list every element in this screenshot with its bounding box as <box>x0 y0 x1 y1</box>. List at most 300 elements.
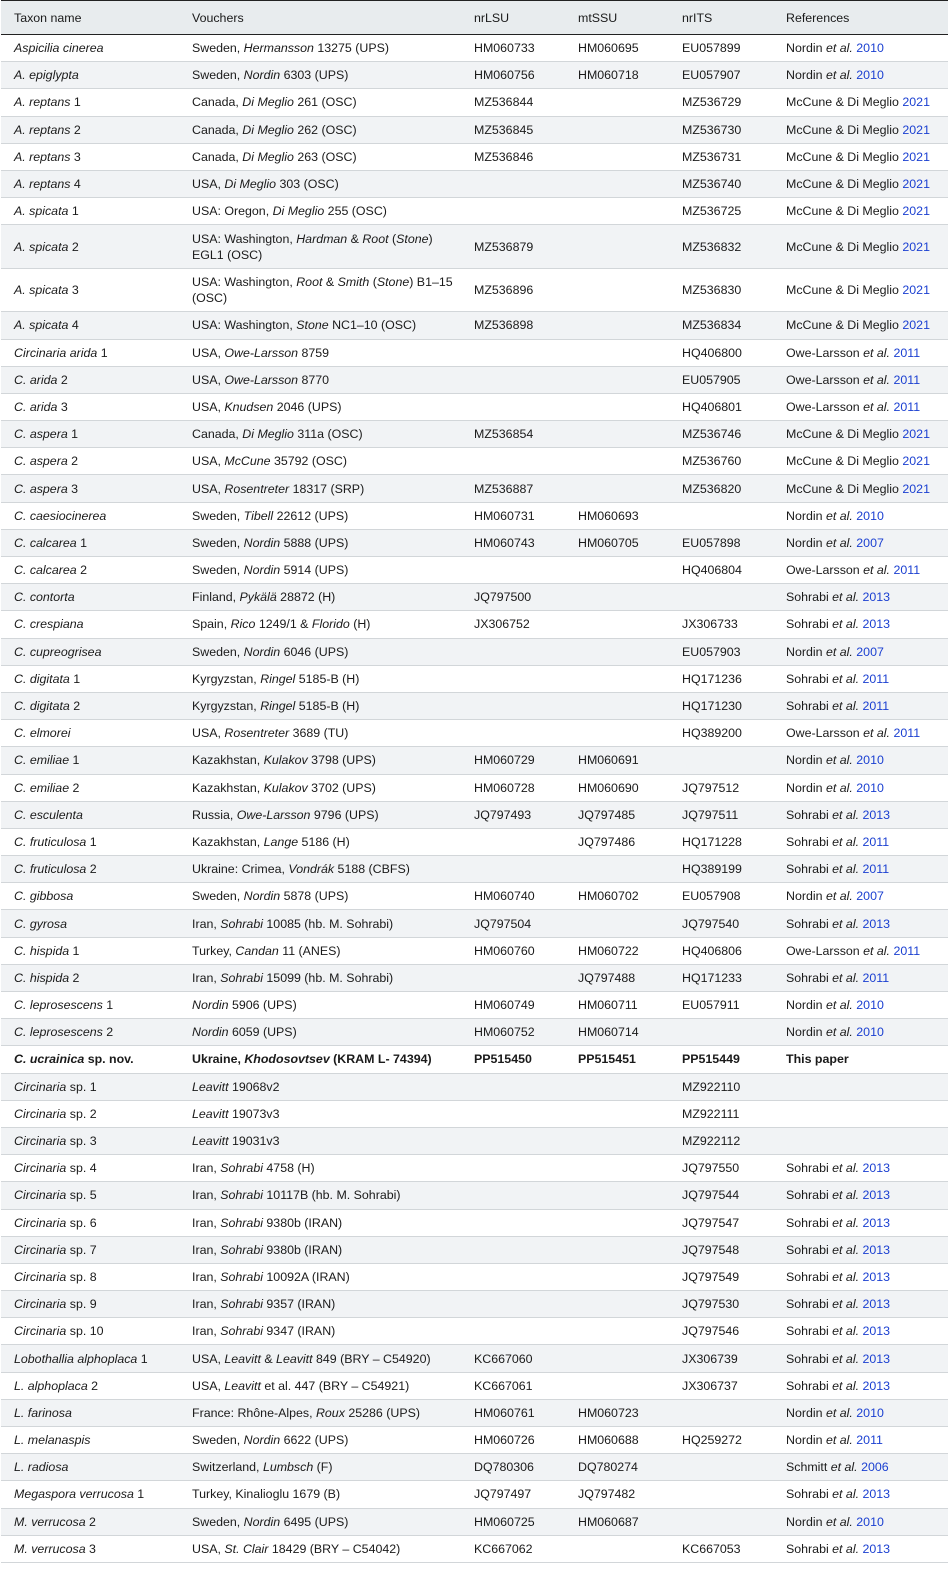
mtssu-cell <box>565 557 669 584</box>
nrits-cell <box>669 1508 773 1535</box>
reference-etal: et al. <box>859 726 890 741</box>
voucher-part: ( <box>369 275 377 290</box>
reference-author: Nordin <box>786 1025 823 1040</box>
nrits-cell: HQ171233 <box>669 964 773 991</box>
nrits-cell: HQ406804 <box>669 557 773 584</box>
nrits-cell: JX306733 <box>669 611 773 638</box>
taxon-name: A. reptans <box>14 177 71 192</box>
voucher-part: 18317 (SRP) <box>289 481 365 496</box>
voucher-part: Sohrabi <box>220 1215 263 1230</box>
voucher-part: ( <box>388 231 397 246</box>
taxon-name: C. fruticulosa <box>14 834 87 849</box>
reference-year-link: 2013 <box>862 807 891 822</box>
reference-author: Nordin <box>786 1514 823 1529</box>
taxon-name: Circinaria <box>14 1242 67 1257</box>
table-row <box>1 1481 948 1508</box>
mtssu-cell <box>565 1318 669 1345</box>
reference-author: Sohrabi <box>786 1297 829 1312</box>
taxon-name: L. farinosa <box>14 1405 72 1420</box>
reference-year-link: 2011 <box>862 834 890 849</box>
voucher-part: Khodosovtsev <box>244 1052 330 1067</box>
mtssu-cell <box>565 720 669 747</box>
taxon-name: C. ucrainica <box>14 1052 85 1067</box>
voucher-part: 5878 (UPS) <box>280 889 349 904</box>
reference-etal: et al. <box>828 1161 860 1176</box>
reference-author: McCune & Di Meglio <box>786 204 899 219</box>
taxon-cell <box>1 225 179 269</box>
voucher-cell <box>179 529 461 556</box>
reference-year-link: 2010 <box>856 780 884 795</box>
table-row <box>1 1263 948 1290</box>
nrlsu-cell <box>461 692 565 719</box>
voucher-cell <box>179 747 461 774</box>
reference-cell <box>773 801 948 828</box>
reference-cell <box>773 1535 948 1562</box>
taxon-cell <box>1 393 179 420</box>
nrlsu-cell <box>461 366 565 393</box>
nrlsu-cell: MZ536846 <box>461 143 565 170</box>
nrlsu-cell: HM060731 <box>461 502 565 529</box>
reference-year-link: 2013 <box>862 1324 891 1339</box>
nrits-cell: MZ536832 <box>669 225 773 269</box>
table-row <box>1 910 948 937</box>
voucher-part: Knudsen <box>224 399 274 414</box>
taxon-cell <box>1 1291 179 1318</box>
voucher-part: 4758 (H) <box>262 1161 315 1176</box>
nrlsu-cell: HM060725 <box>461 1508 565 1535</box>
taxon-suffix: 1 <box>70 95 81 110</box>
reference-year-link: 2010 <box>856 1405 884 1420</box>
voucher-cell <box>179 198 461 225</box>
taxon-suffix: 2 <box>85 1514 96 1529</box>
reference-author: Nordin <box>786 889 823 904</box>
voucher-part: 22612 (UPS) <box>273 508 349 523</box>
voucher-part: Nordin <box>243 1433 281 1448</box>
mtssu-cell <box>565 1073 669 1100</box>
reference-author: Sohrabi <box>786 671 829 686</box>
voucher-cell <box>179 1427 461 1454</box>
nrits-cell: EU057907 <box>669 62 773 89</box>
table-row <box>1 198 948 225</box>
reference-author: Sohrabi <box>786 699 829 714</box>
mtssu-cell <box>565 584 669 611</box>
voucher-part: Di Meglio <box>242 149 294 164</box>
taxon-suffix: 1 <box>67 427 79 442</box>
taxon-name: C. arida <box>14 399 58 414</box>
reference-year-link: 2011 <box>862 970 890 985</box>
voucher-part: 3689 (TU) <box>289 726 349 741</box>
taxon-name: Aspicilia cinerea <box>14 41 104 56</box>
taxon-cell <box>1 828 179 855</box>
taxon-cell <box>1 1399 179 1426</box>
voucher-part: 35792 (OSC) <box>270 454 347 469</box>
reference-cell <box>773 692 948 719</box>
voucher-part: 262 (OSC) <box>293 122 357 137</box>
nrlsu-cell <box>461 665 565 692</box>
nrits-cell: MZ922112 <box>669 1127 773 1154</box>
reference-author: Sohrabi <box>786 1378 829 1393</box>
taxon-name: C. gibbosa <box>14 889 74 904</box>
mtssu-cell <box>565 1291 669 1318</box>
reference-cell <box>773 1481 948 1508</box>
reference-cell <box>773 62 948 89</box>
nrits-cell: HQ389199 <box>669 856 773 883</box>
table-row <box>1 1046 948 1073</box>
reference-etal: et al. <box>828 970 860 985</box>
reference-cell <box>773 720 948 747</box>
voucher-cell <box>179 1182 461 1209</box>
nrits-cell: JQ797550 <box>669 1155 773 1182</box>
reference-etal: et al. <box>822 508 853 523</box>
mtssu-cell: HM060723 <box>565 1399 669 1426</box>
table-row <box>1 801 948 828</box>
taxon-cell <box>1 1100 179 1127</box>
reference-cell <box>773 1046 948 1073</box>
voucher-part: Canada, <box>192 427 243 442</box>
table-row <box>1 62 948 89</box>
nrits-cell <box>669 1399 773 1426</box>
taxon-cell <box>1 62 179 89</box>
nrlsu-cell <box>461 1182 565 1209</box>
table-row <box>1 1372 948 1399</box>
taxon-name: C. leprosescens <box>14 998 103 1013</box>
voucher-part: St. Clair <box>224 1541 269 1556</box>
voucher-part: Leavitt <box>192 1079 229 1094</box>
nrlsu-cell: HM060761 <box>461 1399 565 1426</box>
taxon-cell <box>1 774 179 801</box>
mtssu-cell <box>565 393 669 420</box>
mtssu-cell: HM060693 <box>565 502 669 529</box>
reference-author: McCune & Di Meglio <box>786 149 899 164</box>
voucher-part: Canada, <box>192 122 243 137</box>
taxon-name: C. hispida <box>14 943 70 958</box>
table-row <box>1 143 948 170</box>
taxon-cell <box>1 198 179 225</box>
table-row <box>1 1508 948 1535</box>
taxon-name: C. fruticulosa <box>14 862 87 877</box>
reference-author: Sohrabi <box>786 1188 829 1203</box>
taxon-name: M. verrucosa <box>14 1514 86 1529</box>
voucher-cell <box>179 1345 461 1372</box>
taxon-suffix: sp. 7 <box>66 1242 97 1257</box>
table-row <box>1 1100 948 1127</box>
table-row <box>1 1535 948 1562</box>
taxon-name: C. esculenta <box>14 807 83 822</box>
voucher-part: 5185-B (H) <box>295 699 360 714</box>
voucher-part: USA: Washington, <box>192 318 297 333</box>
voucher-part: 9380b (IRAN) <box>262 1215 343 1230</box>
table-row <box>1 268 948 312</box>
voucher-part: 6046 (UPS) <box>280 644 349 659</box>
mtssu-cell: HM060722 <box>565 937 669 964</box>
reference-etal: et al. <box>828 617 860 632</box>
voucher-part: 1249/1 & <box>255 617 312 632</box>
reference-author: Owe-Larsson <box>786 563 860 578</box>
voucher-part: 263 (OSC) <box>293 149 357 164</box>
nrits-cell: EU057903 <box>669 638 773 665</box>
voucher-part: Iran, <box>192 1242 221 1257</box>
voucher-part: Florido <box>311 617 350 632</box>
reference-author: Sohrabi <box>786 1324 829 1339</box>
table-row <box>1 170 948 197</box>
voucher-part: Iran, <box>192 970 221 985</box>
voucher-part: 19073v3 <box>228 1106 280 1121</box>
header-nrlsu: nrLSU <box>461 1 565 35</box>
voucher-cell <box>179 1508 461 1535</box>
mtssu-cell <box>565 1236 669 1263</box>
voucher-part: 5906 (UPS) <box>228 998 297 1013</box>
nrlsu-cell: HM060740 <box>461 883 565 910</box>
table-row <box>1 89 948 116</box>
reference-cell <box>773 393 948 420</box>
voucher-part: Leavitt <box>224 1378 261 1393</box>
taxon-cell <box>1 1046 179 1073</box>
reference-year-link: 2013 <box>862 1297 891 1312</box>
nrlsu-cell <box>461 720 565 747</box>
voucher-part: Canada, <box>192 149 243 164</box>
reference-cell <box>773 1454 948 1481</box>
taxon-cell <box>1 1372 179 1399</box>
taxon-cell <box>1 1427 179 1454</box>
voucher-part: Di Meglio <box>224 177 277 192</box>
taxon-name: A. spicata <box>14 239 69 254</box>
nrits-cell: JQ797546 <box>669 1318 773 1345</box>
reference-etal: et al. <box>859 943 890 958</box>
taxon-cell <box>1 421 179 448</box>
taxon-cell <box>1 692 179 719</box>
voucher-part: Pykälä <box>239 590 277 605</box>
reference-cell <box>773 89 948 116</box>
nrlsu-cell: MZ536845 <box>461 116 565 143</box>
nrlsu-cell: MZ536887 <box>461 475 565 502</box>
nrlsu-cell: HM060743 <box>461 529 565 556</box>
taxon-name: Circinaria <box>14 1106 67 1121</box>
mtssu-cell <box>565 339 669 366</box>
nrlsu-cell: HM060760 <box>461 937 565 964</box>
nrlsu-cell: HM060733 <box>461 35 565 62</box>
reference-year-link: 2010 <box>856 41 884 56</box>
reference-author: McCune & Di Meglio <box>786 481 899 496</box>
reference-cell <box>773 529 948 556</box>
table-row <box>1 1291 948 1318</box>
taxon-name: A. reptans <box>14 122 71 137</box>
voucher-cell <box>179 1399 461 1426</box>
nrlsu-cell <box>461 828 565 855</box>
voucher-cell <box>179 1209 461 1236</box>
reference-author: Sohrabi <box>786 1161 829 1176</box>
mtssu-cell <box>565 1372 669 1399</box>
taxon-name: C. aspera <box>14 481 68 496</box>
voucher-part: 15099 (hb. M. Sohrabi) <box>262 970 394 985</box>
taxon-suffix: 2 <box>69 780 80 795</box>
taxon-cell <box>1 35 179 62</box>
voucher-cell <box>179 1073 461 1100</box>
nrlsu-cell: JQ797497 <box>461 1481 565 1508</box>
taxon-cell <box>1 910 179 937</box>
table-row <box>1 393 948 420</box>
voucher-part: Kyrgyzstan, <box>192 671 261 686</box>
table-row <box>1 421 948 448</box>
mtssu-cell: HM060695 <box>565 35 669 62</box>
voucher-part: 6495 (UPS) <box>280 1514 349 1529</box>
table-row <box>1 611 948 638</box>
nrlsu-cell: MZ536854 <box>461 421 565 448</box>
voucher-cell <box>179 910 461 937</box>
reference-author: Owe-Larsson <box>786 726 860 741</box>
nrlsu-cell: HM060728 <box>461 774 565 801</box>
reference-etal: et al. <box>828 699 860 714</box>
voucher-part: Turkey, <box>192 943 236 958</box>
reference-year-link: 2013 <box>862 1378 891 1393</box>
nrlsu-cell <box>461 198 565 225</box>
voucher-part: USA, <box>192 1351 225 1366</box>
voucher-part: Sweden, <box>192 1514 244 1529</box>
reference-year-link: 2011 <box>893 372 921 387</box>
taxon-name: A. spicata <box>14 204 69 219</box>
reference-etal: et al. <box>828 916 860 931</box>
nrits-cell <box>669 584 773 611</box>
table-row <box>1 692 948 719</box>
taxon-suffix: sp. 4 <box>66 1161 97 1176</box>
voucher-part: Lange <box>263 834 299 849</box>
voucher-part: 2046 (UPS) <box>273 399 342 414</box>
reference-author: Sohrabi <box>786 590 829 605</box>
voucher-part: Di Meglio <box>242 122 294 137</box>
reference-cell <box>773 116 948 143</box>
reference-year-link: 2007 <box>856 889 884 904</box>
header-taxon-name: Taxon name <box>1 1 179 35</box>
reference-cell <box>773 1291 948 1318</box>
taxon-cell <box>1 1073 179 1100</box>
voucher-cell <box>179 774 461 801</box>
reference-cell <box>773 475 948 502</box>
taxon-suffix: sp. 6 <box>66 1215 97 1230</box>
voucher-cell <box>179 89 461 116</box>
mtssu-cell <box>565 198 669 225</box>
reference-cell <box>773 665 948 692</box>
table-row <box>1 774 948 801</box>
table-row <box>1 1182 948 1209</box>
voucher-part: 13275 (UPS) <box>313 41 389 56</box>
reference-author: Owe-Larsson <box>786 372 860 387</box>
voucher-cell <box>179 268 461 312</box>
reference-author: McCune & Di Meglio <box>786 95 899 110</box>
nrlsu-cell: HM060756 <box>461 62 565 89</box>
voucher-cell <box>179 1046 461 1073</box>
reference-author: Sohrabi <box>786 834 829 849</box>
reference-author: Schmitt <box>786 1460 828 1475</box>
reference-cell <box>773 35 948 62</box>
taxon-name: Circinaria arida <box>14 345 98 360</box>
table-row <box>1 312 948 339</box>
voucher-part: Rico <box>230 617 256 632</box>
voucher-cell <box>179 1481 461 1508</box>
taxon-cell <box>1 1481 179 1508</box>
voucher-part: Sohrabi <box>220 1269 263 1284</box>
taxon-cell <box>1 1263 179 1290</box>
nrits-cell: MZ922110 <box>669 1073 773 1100</box>
nrlsu-cell <box>461 1236 565 1263</box>
nrits-cell: EU057905 <box>669 366 773 393</box>
table-row <box>1 448 948 475</box>
voucher-cell <box>179 1236 461 1263</box>
voucher-part: Smith <box>337 275 370 290</box>
voucher-part: 9357 (IRAN) <box>262 1297 336 1312</box>
nrits-cell: JQ797549 <box>669 1263 773 1290</box>
reference-etal: et al. <box>822 1514 853 1529</box>
reference-etal: et al. <box>822 1433 853 1448</box>
voucher-part: Stone <box>296 318 329 333</box>
mtssu-cell <box>565 366 669 393</box>
taxon-cell <box>1 1508 179 1535</box>
nrlsu-cell <box>461 638 565 665</box>
voucher-part: Di Meglio <box>242 427 294 442</box>
voucher-part: ) EGL1 (OSC) <box>192 231 433 262</box>
voucher-part: 8770 <box>298 372 330 387</box>
voucher-cell <box>179 502 461 529</box>
voucher-part: 18429 (BRY – C54042) <box>268 1541 401 1556</box>
reference-year-link: 2010 <box>856 998 884 1013</box>
table-row <box>1 557 948 584</box>
reference-author: Sohrabi <box>786 970 829 985</box>
mtssu-cell <box>565 611 669 638</box>
reference-year-link: 2021 <box>902 95 930 110</box>
taxon-suffix: 2 <box>76 563 88 578</box>
reference-cell <box>773 747 948 774</box>
voucher-part: Finland, <box>192 590 240 605</box>
reference-etal: et al. <box>822 753 853 768</box>
voucher-part: 10117B (hb. M. Sohrabi) <box>262 1188 401 1203</box>
mtssu-cell: HM060702 <box>565 883 669 910</box>
reference-cell <box>773 1372 948 1399</box>
voucher-part: Kazakhstan, <box>192 780 264 795</box>
reference-etal: et al. <box>828 1541 860 1556</box>
taxon-cell <box>1 1209 179 1236</box>
voucher-part: Nordin <box>243 889 281 904</box>
voucher-cell <box>179 366 461 393</box>
taxon-suffix: 1 <box>102 998 114 1013</box>
mtssu-cell: PP515451 <box>565 1046 669 1073</box>
reference-author: Nordin <box>786 535 823 550</box>
voucher-part: ) B1–15 (OSC) <box>192 275 453 306</box>
reference-year-link: 2007 <box>856 535 884 550</box>
reference-year-link: 2021 <box>902 318 930 333</box>
taxon-suffix: 2 <box>57 372 68 387</box>
voucher-part: 849 (BRY – C54920) <box>312 1351 431 1366</box>
voucher-part: 11 (ANES) <box>278 943 341 958</box>
voucher-cell <box>179 611 461 638</box>
voucher-part: USA: Oregon, <box>192 204 273 219</box>
reference-year-link: 2021 <box>902 149 930 164</box>
voucher-part: Canada, <box>192 95 243 110</box>
voucher-cell <box>179 1100 461 1127</box>
reference-cell <box>773 1127 948 1154</box>
reference-cell <box>773 1073 948 1100</box>
voucher-part: Kyrgyzstan, <box>192 699 261 714</box>
taxon-suffix: 1 <box>137 1351 148 1366</box>
voucher-part: Tibell <box>243 508 274 523</box>
reference-year-link: 2010 <box>856 753 884 768</box>
voucher-part: 19031v3 <box>228 1134 280 1149</box>
voucher-part: Leavitt <box>192 1106 229 1121</box>
voucher-cell <box>179 584 461 611</box>
reference-author: Sohrabi <box>786 1242 829 1257</box>
reference-author: Sohrabi <box>786 1487 829 1502</box>
reference-year-link: 2011 <box>862 862 890 877</box>
mtssu-cell <box>565 692 669 719</box>
reference-cell <box>773 1345 948 1372</box>
voucher-part: Stone <box>396 231 429 246</box>
